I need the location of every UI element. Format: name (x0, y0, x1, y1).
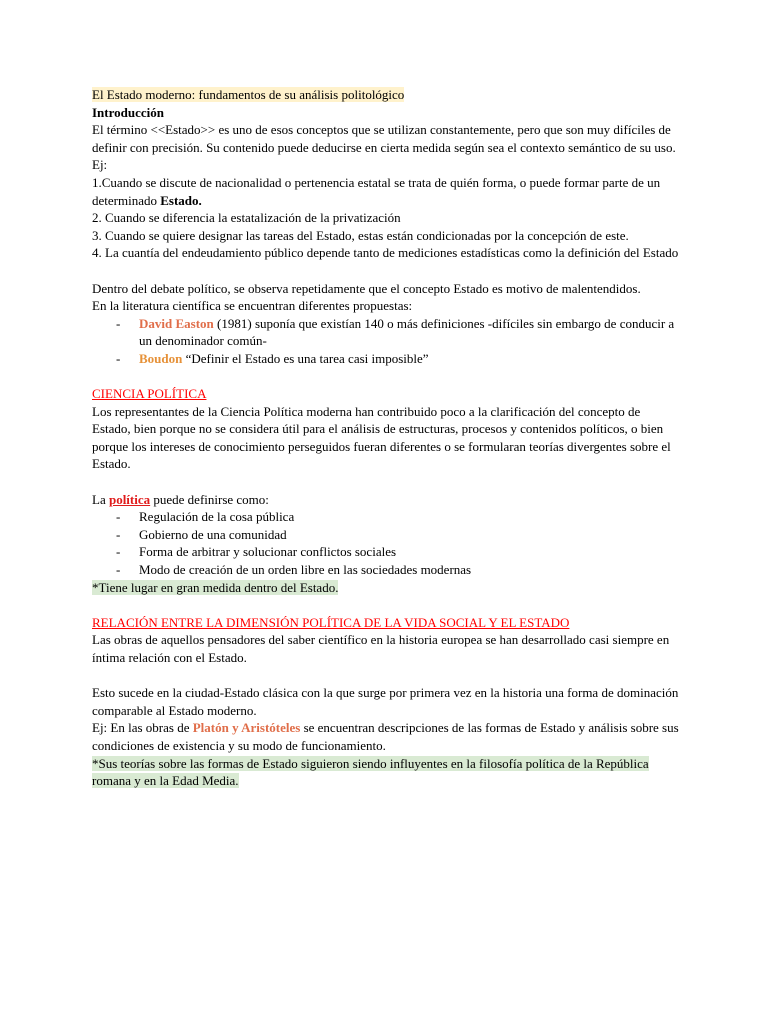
example-4: 4. La cuantía del endeudamiento público depende tanto de mediciones estadísticas como la definición del Estado (92, 245, 679, 261)
final-note-text: *Sus teorías sobre las formas de Estado siguieron siendo influyentes en la filosofía política de la República romana y en la Edad Media. (92, 755, 649, 789)
relacion-paragraph: Las obras de aquellos pensadores del saber científico en la historia europea se han desarrollado casi siempre en íntima relación con el Estado. (92, 632, 670, 665)
ciencia-paragraph: Los representantes de la Ciencia Política moderna han contribuido poco a la clarificación del concepto de Estado, bien porque no se considera útil para el análisis de estructuras, procesos y contenidos políticos, o bien porque los intereses de conocimiento perseguidos fueran diferentes o se formularan teorías divergentes sobre el Estado. (92, 403, 671, 472)
relacion-heading-text: RELACIÓN ENTRE LA DIMENSIÓN POLÍTICA DE LA VIDA SOCIAL Y EL ESTADO (92, 614, 570, 630)
spacer (92, 473, 682, 491)
list-item (92, 315, 682, 350)
politica-list (92, 508, 682, 578)
obras-pre: Ej: En las obras de (92, 720, 193, 736)
list-item (92, 508, 682, 526)
list-item-text: Regulación de la cosa pública (139, 509, 295, 525)
proposal-text: “Definir el Estado es una tarea casi imposible” (182, 350, 429, 366)
list-item (92, 526, 682, 544)
spacer (92, 667, 682, 685)
list-dash: - (116, 509, 121, 525)
list-dash: - (116, 526, 121, 542)
list-dash: - (116, 350, 121, 366)
politica-post: puede definirse como: (150, 491, 269, 507)
list-dash: - (116, 544, 121, 560)
literature-paragraph: En la literatura científica se encuentran diferentes propuestas: (92, 298, 413, 314)
spacer (92, 262, 682, 280)
list-dash: - (116, 562, 121, 578)
list-item-text: Gobierno de una comunidad (139, 526, 287, 542)
spacer (92, 368, 682, 386)
list-item (92, 561, 682, 579)
ciudad-paragraph: Esto sucede en la ciudad-Estado clásica con la que surge por primera vez en la historia una forma de dominación comparable al Estado moderno. (92, 685, 679, 718)
example-1-text: 1.Cuando se discute de nacionalidad o pertenencia estatal se trata de quién forma, o puede formar parte de un determinado (92, 174, 661, 208)
list-item-text: Modo de creación de un orden libre en las sociedades modernas (139, 562, 472, 578)
ciencia-heading-text: CIENCIA POLÍTICA (92, 386, 207, 402)
politica-pre: La (92, 491, 109, 507)
obras-post: se encuentran descripciones de las formas de Estado y análisis sobre sus condiciones de existencia y su modo de funcionamiento. (92, 720, 679, 753)
proposals-list (92, 315, 682, 368)
list-dash: - (116, 315, 121, 331)
example-2: 2. Cuando se diferencia la estatalización de la privatización (92, 210, 401, 226)
document-title (92, 86, 682, 104)
spacer (92, 596, 682, 614)
debate-paragraph: Dentro del debate político, se observa repetidamente que el concepto Estado es motivo de malentendidos. (92, 280, 641, 296)
politica-note-text: *Tiene lugar en gran medida dentro del Estado. (92, 579, 339, 595)
example-1 (92, 174, 682, 209)
obras-paragraph (92, 719, 682, 754)
intro-paragraph: El término <<Estado>> es uno de esos conceptos que se utilizan constantemente, pero que son muy difíciles de definir con precisión. Su contenido puede deducirse en cierta medida según sea el contexto semántico de su uso. (92, 122, 676, 155)
examples-label: Ej: (92, 157, 108, 173)
relacion-heading (92, 614, 682, 632)
author-boudon: Boudon (139, 350, 183, 366)
ciencia-heading (92, 385, 682, 403)
politica-word: política (108, 491, 151, 507)
proposal-text: (1981) suponía que existían 140 o más definiciones -difíciles sin embargo de conducir a un denominador común- (139, 315, 675, 349)
author-easton: David Easton (139, 315, 214, 331)
list-item (92, 543, 682, 561)
example-1-bold: Estado. (160, 192, 202, 208)
list-item (92, 350, 682, 368)
politica-intro (92, 491, 682, 509)
document-page (92, 86, 682, 790)
politica-note (92, 579, 682, 597)
final-note (92, 755, 682, 790)
document-title-text: El Estado moderno: fundamentos de su análisis politológico (92, 87, 405, 102)
obras-authors: Platón y Aristóteles (192, 720, 301, 736)
intro-heading: Introducción (92, 104, 164, 120)
list-item-text: Forma de arbitrar y solucionar conflictos sociales (139, 544, 397, 560)
example-3: 3. Cuando se quiere designar las tareas del Estado, estas están condicionadas por la concepción de este. (92, 227, 629, 243)
